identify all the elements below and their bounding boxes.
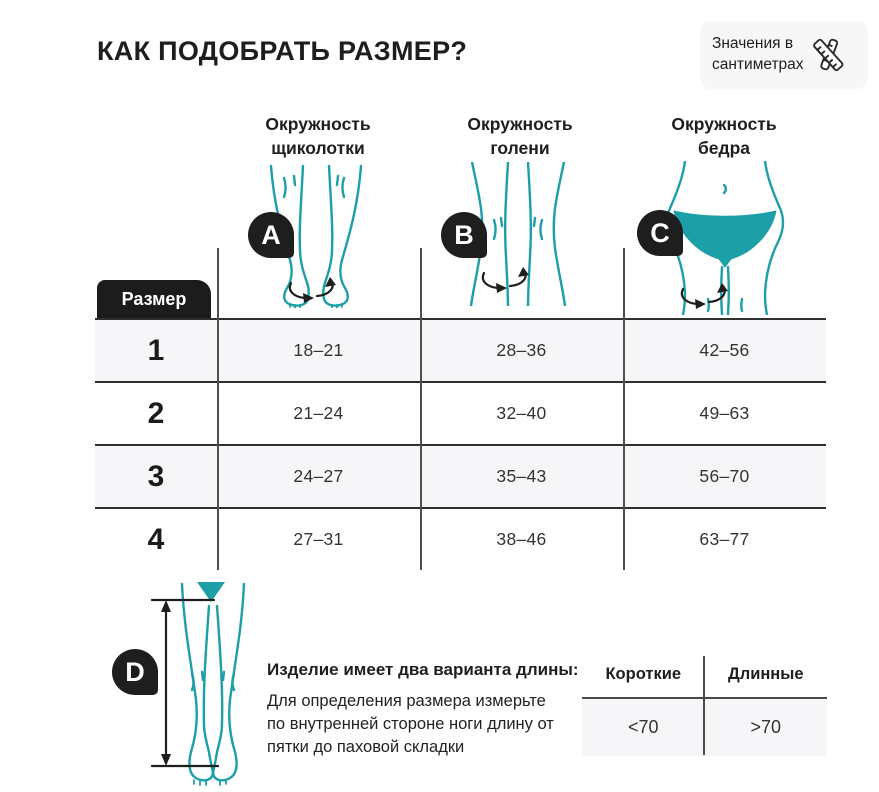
hip-range-cell: 42–56 [699,340,750,360]
table-gridline-vertical [623,248,625,570]
ruler-icon [808,33,850,77]
size-table-rows [95,318,826,570]
marker-a: A [248,212,294,258]
ankle-range-cell: 24–27 [293,466,344,486]
calf-range-cell: 35–43 [496,466,547,486]
length-option-short-label: Короткие [605,665,682,683]
length-section-description: Для определения размера измерьте по внутренней стороне ноги длину от пятки до паховой складки [267,692,554,756]
column-header-calf-line1: Окружность [467,114,573,134]
rotation-arrow-icon [676,282,730,310]
length-option-long-label: Длинные [727,665,804,683]
size-cell: 2 [147,396,165,430]
column-header-ankle [208,113,428,160]
column-header-hip [614,113,834,160]
units-badge-line2: сантиметрах [712,56,804,73]
calf-range-cell: 38–46 [496,529,547,549]
size-cell: 4 [147,522,165,556]
marker-c: C [637,210,683,256]
column-header-ankle-line2: щиколотки [271,137,365,158]
size-table-corner-header: Размер [97,280,211,318]
length-section-heading: Изделие имеет два варианта длины: [267,660,579,679]
ankle-range-cell: 21–24 [293,403,344,423]
column-header-calf-line2: голени [490,137,550,158]
rotation-arrow-icon [477,266,531,294]
ankle-range-cell: 18–21 [293,340,344,360]
marker-d: D [112,649,158,695]
marker-b: B [441,212,487,258]
column-header-calf [410,113,630,160]
page-title: КАК ПОДОБРАТЬ РАЗМЕР? [97,36,468,66]
ankle-range-cell: 27–31 [293,529,344,549]
column-header-hip-line2: бедра [697,137,751,158]
rotation-arrow-icon [284,276,338,304]
size-cell: 1 [147,333,165,367]
units-badge-text [712,34,804,76]
length-options-table [582,652,827,756]
column-header-hip-line1: Окружность [671,114,777,134]
units-badge [700,21,868,89]
units-badge-line1: Значения в [712,35,794,53]
table-row [95,381,826,444]
hip-range-cell: 63–77 [699,529,750,549]
size-cell: 3 [147,459,165,493]
length-table-divider-vertical [703,656,705,755]
column-header-ankle-line1: Окружность [265,114,371,134]
length-option-long-value: >70 [750,717,782,737]
table-row [95,507,826,570]
table-gridline-vertical [217,248,219,570]
table-row [95,318,826,381]
length-option-short-value: <70 [627,717,659,737]
table-row [95,444,826,507]
calf-range-cell: 28–36 [496,340,547,360]
calf-range-cell: 32–40 [496,403,547,423]
hip-range-cell: 56–70 [699,466,750,486]
table-gridline-vertical [420,248,422,570]
hip-range-cell: 49–63 [699,403,750,423]
